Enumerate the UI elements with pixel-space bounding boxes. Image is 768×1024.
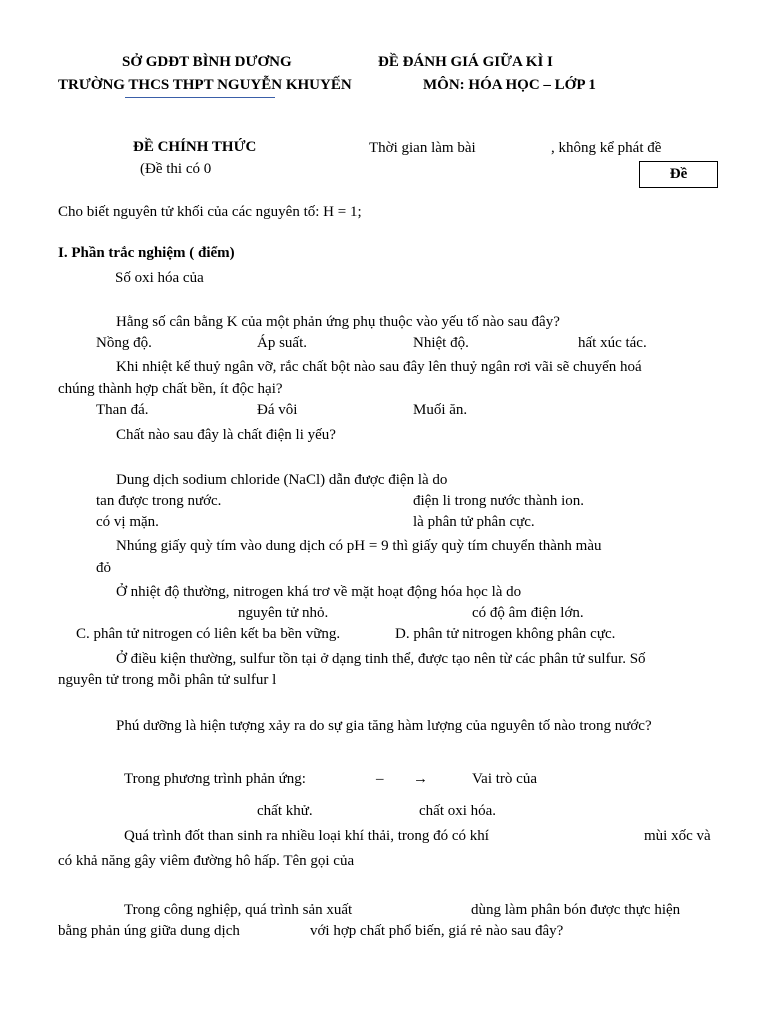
question-2: Hằng số cân bằng K của một phản ứng phụ thuộc vào yếu tố nào sau đây? <box>116 314 560 330</box>
question-10-arrow: → <box>413 771 428 787</box>
question-12-line-2: bằng phản úng giữa dung dịch <box>58 923 240 939</box>
atomic-mass-note: Cho biết nguyên tử khối của các nguyên tố: H = 1; <box>58 204 362 220</box>
page-count-label: (Đề thi có 0 <box>140 161 212 177</box>
question-1: Số oxi hóa của <box>115 270 204 286</box>
exam-title: ĐỀ ĐÁNH GIÁ GIỮA KÌ I <box>378 54 553 70</box>
time-label: Thời gian làm bài <box>369 140 476 156</box>
question-3-line-2: chúng thành hợp chất bền, ít độc hại? <box>58 381 283 397</box>
question-7: Ở nhiệt độ thường, nitrogen khá trơ về mặt hoạt động hóa học là do <box>116 584 522 600</box>
header-underline <box>125 97 275 98</box>
question-10-minus: – <box>376 771 384 787</box>
question-5: Dung dịch sodium chloride (NaCl) dẫn được điện là do <box>116 472 448 488</box>
question-12-line-1: Trong công nghiệp, quá trình sản xuất <box>124 902 353 918</box>
option-2a: Nồng độ. <box>96 335 152 351</box>
question-12-line-1b: dùng làm phân bón được thực hiện <box>471 902 681 918</box>
question-4: Chất nào sau đây là chất điện li yếu? <box>116 427 336 443</box>
option-5c: có vị mặn. <box>96 514 159 530</box>
option-2c: Nhiệt độ. <box>413 335 469 351</box>
official-label: ĐỀ CHÍNH THỨC <box>133 139 257 155</box>
option-5a: tan được trong nước. <box>96 493 222 509</box>
no-handout-label: , không kể phát đề <box>551 140 662 156</box>
option-7b: có độ âm điện lớn. <box>472 605 584 621</box>
option-3a: Than đá. <box>96 402 149 418</box>
option-2d: hất xúc tác. <box>578 335 647 351</box>
school-name: TRƯỜNG THCS THPT NGUYỄN KHUYẾN <box>58 77 352 93</box>
exam-code-box: Đề <box>639 161 718 188</box>
question-3-line-1: Khi nhiệt kế thuỷ ngân vỡ, rắc chất bột nào sau đây lên thuỷ ngân rơi vãi sẽ chuyển hoá <box>116 359 642 375</box>
option-7c: C. phân tử nitrogen có liên kết ba bền vững. <box>76 626 341 642</box>
question-6-line-1: Nhúng giấy quỳ tím vào dung dịch có pH = 9 thì giấy quỳ tím chuyển thành màu <box>116 538 602 554</box>
option-10b: chất oxi hóa. <box>419 803 497 819</box>
question-11-line-1: Quá trình đốt than sinh ra nhiều loại khí thải, trong đó có khí <box>124 828 489 844</box>
subject-title: MÔN: HÓA HỌC – LỚP 1 <box>423 77 596 93</box>
question-11-line-1b: mùi xốc và <box>644 828 711 844</box>
question-8-line-1: Ở điều kiện thường, sulfur tồn tại ở dạng tinh thể, được tạo nên từ các phân tử sulfur. Số <box>116 651 646 667</box>
question-10-line-1: Trong phương trình phản ứng: <box>124 771 306 787</box>
option-7a: nguyên tử nhỏ. <box>238 605 329 621</box>
section-1-title: I. Phần trắc nghiệm ( điểm) <box>58 245 235 261</box>
question-6-line-2: đỏ <box>96 560 111 576</box>
question-8-line-2: nguyên tử trong mỗi phân tử sulfur l <box>58 672 277 688</box>
option-2b: Áp suất. <box>257 335 307 351</box>
option-7d: D. phân tử nitrogen không phân cực. <box>395 626 616 642</box>
department-name: SỞ GDĐT BÌNH DƯƠNG <box>122 54 292 70</box>
question-9: Phú dưỡng là hiện tượng xảy ra do sự gia tăng hàm lượng của nguyên tố nào trong nước? <box>116 718 652 734</box>
option-3b: Đá vôi <box>257 402 298 418</box>
option-5b: điện li trong nước thành ion. <box>413 493 585 509</box>
question-11-line-2: có khả năng gây viêm đường hô hấp. Tên gọi của <box>58 853 355 869</box>
option-5d: là phân tử phân cực. <box>413 514 535 530</box>
question-12-line-2b: với hợp chất phổ biến, giá rẻ nào sau đây? <box>310 923 564 939</box>
question-10-role: Vai trò của <box>472 771 537 787</box>
option-3c: Muối ăn. <box>413 402 468 418</box>
option-10a: chất khử. <box>257 803 313 819</box>
